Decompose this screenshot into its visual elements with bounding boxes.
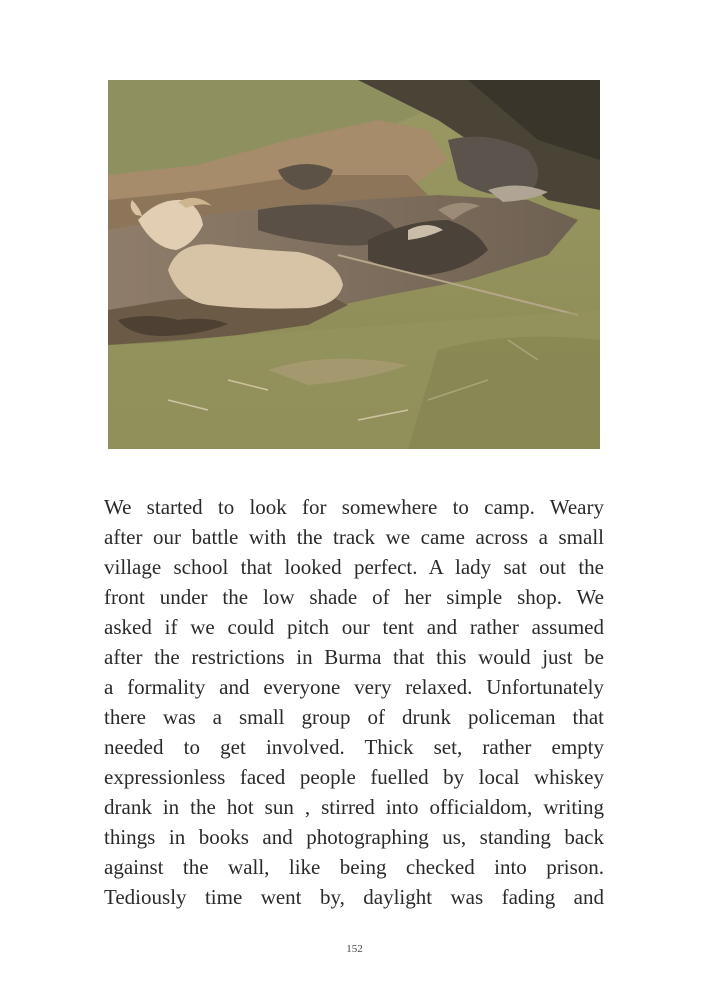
page-number: 152 bbox=[346, 943, 363, 955]
text-line: asked if we could pitch our tent and rather assumed bbox=[104, 615, 604, 639]
buffalo-photo bbox=[108, 80, 600, 449]
text-line: there was a small group of drunk policeman that bbox=[104, 705, 604, 729]
text-line: front under the low shade of her simple shop. We bbox=[104, 585, 604, 609]
text-line: things in books and photographing us, standing back bbox=[104, 825, 604, 849]
text-line: We started to look for somewhere to camp. Weary bbox=[104, 495, 604, 519]
text-line: Tediously time went by, daylight was fading and bbox=[104, 885, 604, 909]
body-text bbox=[104, 492, 604, 912]
text-line: drank in the hot sun , stirred into officialdom, writing bbox=[104, 795, 604, 819]
text-line: expressionless faced people fuelled by local whiskey bbox=[104, 765, 604, 789]
text-line: after our battle with the track we came across a small bbox=[104, 525, 604, 549]
text-line: needed to get involved. Thick set, rather empty bbox=[104, 735, 604, 759]
text-line: village school that looked perfect. A lady sat out the bbox=[104, 555, 604, 579]
text-line: a formality and everyone very relaxed. Unfortunately bbox=[104, 675, 604, 699]
text-line: after the restrictions in Burma that this would just be bbox=[104, 645, 604, 669]
text-line: against the wall, like being checked into prison. bbox=[104, 855, 604, 879]
